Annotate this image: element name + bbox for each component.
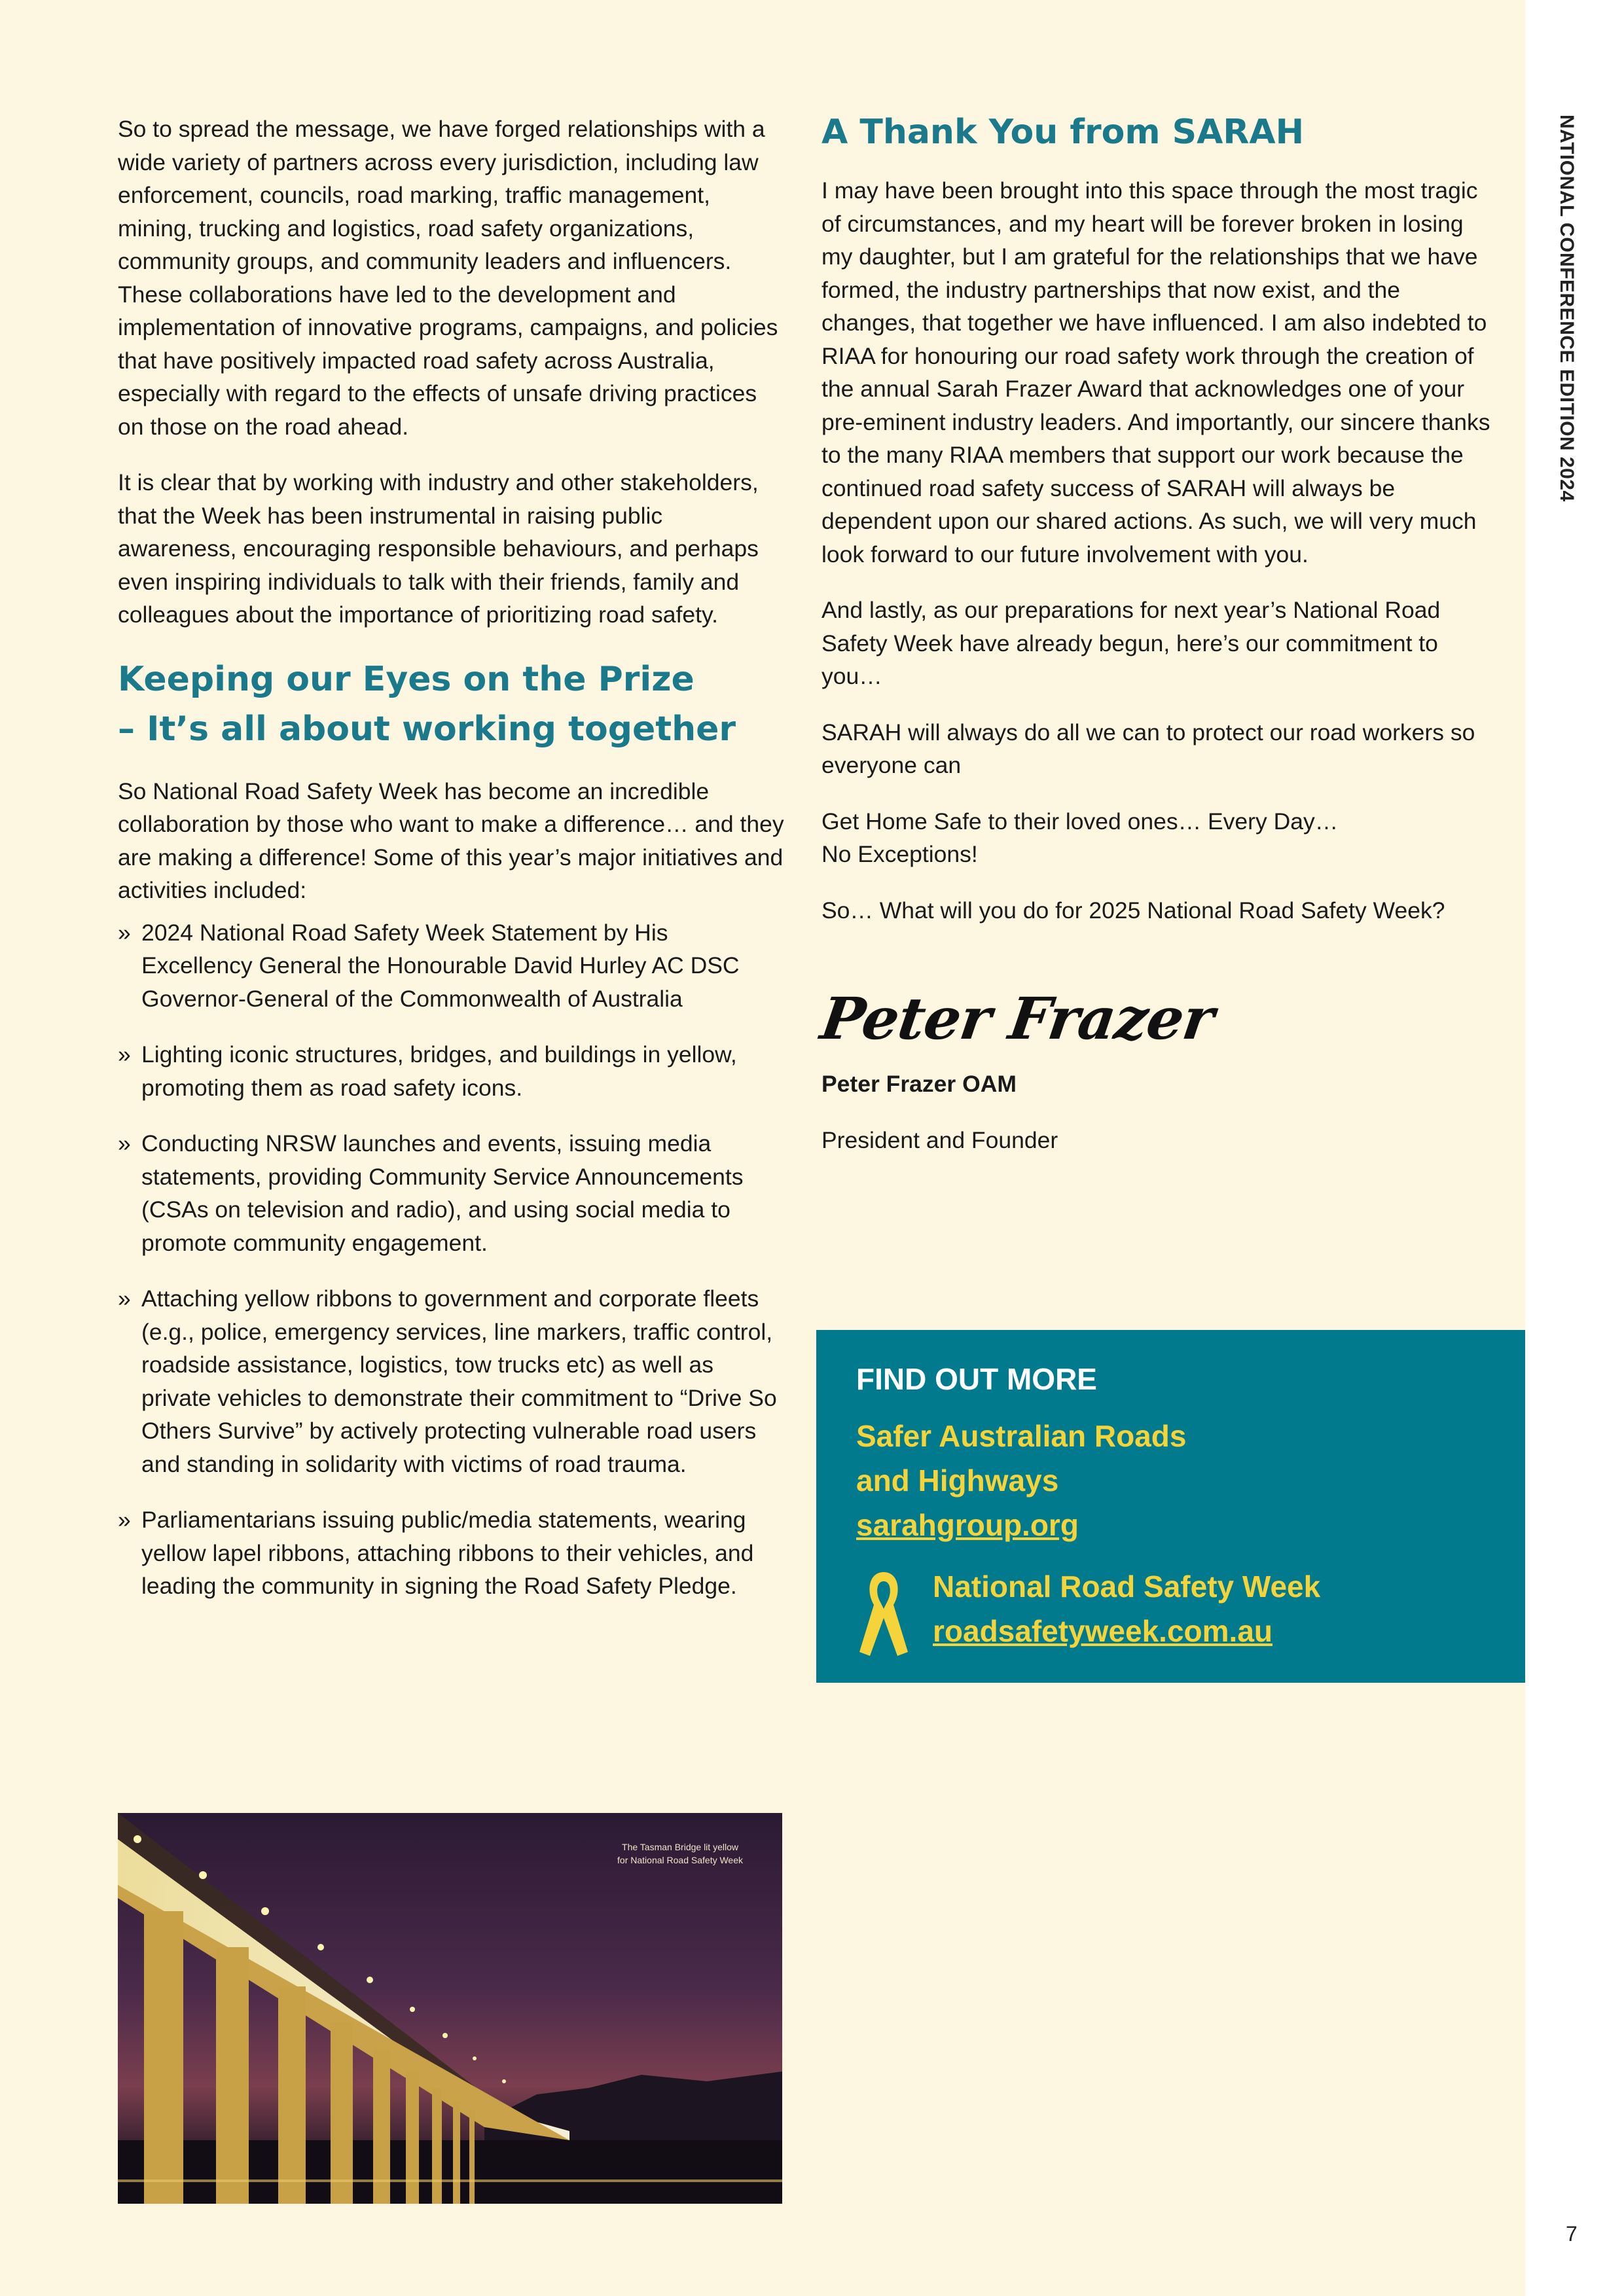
body-paragraph: It is clear that by working with industry and other stakeholders, that the Week has been instrumental in raising public awareness, encouraging responsible behaviours, and perhaps even inspiring individuals to talk with their friends, family and colleagues about the importance of prioritizing road safety. [118,469,759,628]
publication-edition-label: NATIONAL CONFERENCE EDITION 2024 [1556,115,1578,502]
roadsafetyweek-link[interactable]: roadsafetyweek.com.au [933,1614,1273,1648]
body-paragraph: So to spread the message, we have forged relationships with a wide variety of partners across every jurisdiction, including law enforcement, councils, road marking, traffic management, mining, trucking and logistics, road safety organizations, community groups, and community leaders and influencers. These collaborations have led to the development and implementation of innovative programs, campaigns, and policies that have positively impacted road safety across Australia, especially with regard to the effects of unsafe driving practices on those on the road ahead. [118,116,778,440]
list-item-text: Conducting NRSW launches and events, issuing media statements, providing Community Service Announcements (CSAs on television and radio), and using social media to promote community engagement. [141,1130,744,1256]
page-number: 7 [1566,2222,1578,2246]
bullet-marker: » [118,1507,131,1533]
bullet-marker: » [118,1130,131,1157]
bullet-marker: » [118,919,131,946]
handwritten-signature: Peter Frazer [816,984,1218,1052]
body-paragraph: So… What will you do for 2025 National Road Safety Week? [821,897,1445,924]
list-item [118,1282,784,1480]
bullet-marker: » [118,1285,131,1312]
box-title: FIND OUT MORE [856,1362,1097,1396]
week-name: National Road Safety Week [933,1570,1321,1604]
heading-line: – It’s all about working together [118,709,736,749]
caption-line: The Tasman Bridge lit yellow [622,1842,738,1852]
text-line: Get Home Safe to their loved ones… Every Day… [821,808,1339,834]
sarahgroup-link[interactable]: sarahgroup.org [856,1508,1079,1542]
body-paragraph [821,805,1496,871]
bullet-marker: » [118,1041,131,1067]
org-name-line: Safer Australian Roads [856,1419,1187,1453]
signer-name: Peter Frazer OAM [821,1071,1017,1097]
section-heading [118,655,784,754]
find-out-more-box [816,1330,1525,1683]
org-name-line: and Highways [856,1463,1059,1498]
list-item [118,1503,784,1603]
initiatives-list [118,916,784,1603]
photo-caption [617,1840,743,1867]
list-item [118,916,784,1016]
body-paragraph: And lastly, as our preparations for next year’s National Road Safety Week have already begun, here’s our commitment to you… [821,597,1441,689]
list-item-text: Attaching yellow ribbons to government and corporate fleets (e.g., police, emergency services, line markers, traffic control, roadside assistance, logistics, tow trucks etc) as well as private vehicles to demonstrate their commitment to “Drive So Others Survive” by actively protecting vulnerable road users and standing in solidarity with victims of road trauma. [141,1285,777,1477]
sarah-contact [856,1414,1186,1547]
signer-role: President and Founder [821,1126,1058,1153]
yellow-ribbon-icon [854,1566,913,1662]
caption-line: for National Road Safety Week [617,1855,743,1865]
right-column [816,113,1496,1179]
heading-line: Keeping our Eyes on the Prize [118,659,695,699]
list-item [118,1127,784,1259]
text-line: No Exceptions! [821,841,978,867]
body-paragraph: So National Road Safety Week has become an incredible collaboration by those who want to make a difference… and they are making a difference! Some of this year’s major initiatives and activities included: [118,778,784,903]
list-item-text: Lighting iconic structures, bridges, and buildings in yellow, promoting them as road safety icons. [141,1041,737,1101]
road-safety-week-contact [933,1564,1320,1653]
list-item-text: 2024 National Road Safety Week Statement by His Excellency General the Honourable David Hurley AC DSC Governor-General of the Commonwealth of Australia [141,919,740,1012]
list-item-text: Parliamentarians issuing public/media statements, wearing yellow lapel ribbons, attaching ribbons to their vehicles, and leading the community in signing the Road Safety Pledge. [141,1507,754,1599]
section-heading: A Thank You from SARAH [821,113,1305,152]
body-paragraph: I may have been brought into this space through the most tragic of circumstances, and my heart will be forever broken in losing my daughter, but I am grateful for the relationships that we have formed, the industry partnerships that now exist, and the changes, that together we have influenced. I am also indebted to RIAA for honouring our road safety work through the creation of the annual Sarah Frazer Award that acknowledges one of your pre-eminent industry leaders. And importantly, our sincere thanks to the many RIAA members that support our work because the continued road safety success of SARAH will always be dependent upon our shared actions. As such, we will very much look forward to our future involvement with you. [821,177,1490,567]
left-column [118,113,784,1626]
body-paragraph: SARAH will always do all we can to protect our road workers so everyone can [821,719,1475,778]
bridge-photo [118,1813,782,2204]
list-item [118,1038,784,1104]
